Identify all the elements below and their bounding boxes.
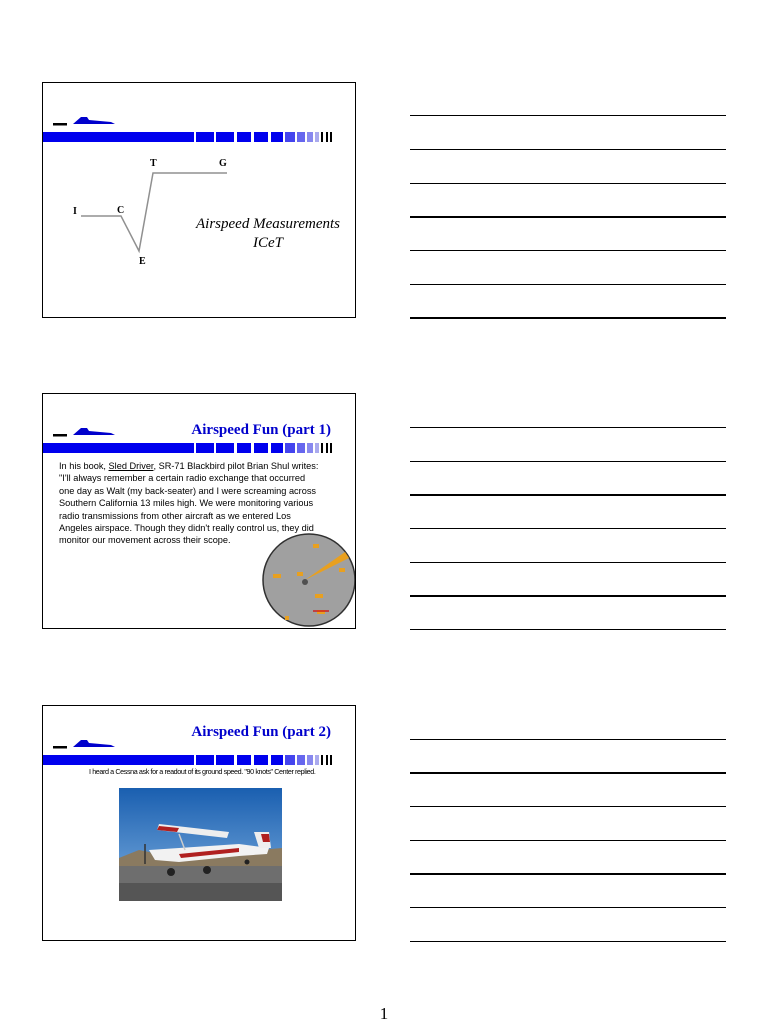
note-line xyxy=(410,149,726,150)
book-title: Sled Driver xyxy=(108,461,154,471)
note-line xyxy=(410,528,726,529)
note-line xyxy=(410,216,726,218)
note-line xyxy=(410,284,726,285)
note-line xyxy=(410,840,726,841)
note-line xyxy=(410,739,726,740)
note-line xyxy=(410,183,726,184)
note-line xyxy=(410,115,726,116)
note-line xyxy=(410,427,726,428)
note-line xyxy=(410,772,726,774)
note-line xyxy=(410,907,726,908)
label-t: T xyxy=(150,158,157,169)
slide-2 xyxy=(42,393,356,629)
note-line xyxy=(410,562,726,563)
note-line xyxy=(410,494,726,496)
slide-3 xyxy=(42,705,356,941)
note-line xyxy=(410,629,726,630)
airspeed-gauge-icon xyxy=(261,532,356,628)
note-line xyxy=(410,941,726,942)
note-line xyxy=(410,250,726,251)
caption-line-1: Airspeed Measurements xyxy=(196,216,340,232)
page-number: 1 xyxy=(379,1004,389,1023)
note-line xyxy=(410,595,726,597)
note-line xyxy=(410,873,726,875)
slide-caption xyxy=(183,215,353,253)
slide-body: I heard a Cessna ask for a readout of its ground speed. "90 knots" Center replied. xyxy=(89,767,316,776)
slide-1 xyxy=(42,82,356,318)
caption-line-2: ICeT xyxy=(253,235,283,251)
slide-body: In his book, Sled Driver, SR-71 Blackbird pilot Brian Shul writes: "I'll always remember a certain radio exchange that occurred one day as Walt (my back-seater) and I were screaming across Southern California 13 miles high. We were monitoring various radio transmissions from other aircraft as we entered Los Angeles airspace. Though they didn't really control us, they did monitor our movement across their scope. xyxy=(59,461,319,546)
note-line xyxy=(410,806,726,807)
note-line xyxy=(410,461,726,462)
label-c: C xyxy=(117,205,125,216)
slide-title: Airspeed Fun (part 1) xyxy=(191,422,331,438)
cessna-photo xyxy=(119,788,282,901)
icet-diagram xyxy=(43,83,356,318)
slide-title: Airspeed Fun (part 2) xyxy=(191,724,331,740)
label-e: E xyxy=(139,256,146,267)
label-g: G xyxy=(219,158,227,169)
label-i: I xyxy=(73,206,77,217)
note-line xyxy=(410,317,726,319)
